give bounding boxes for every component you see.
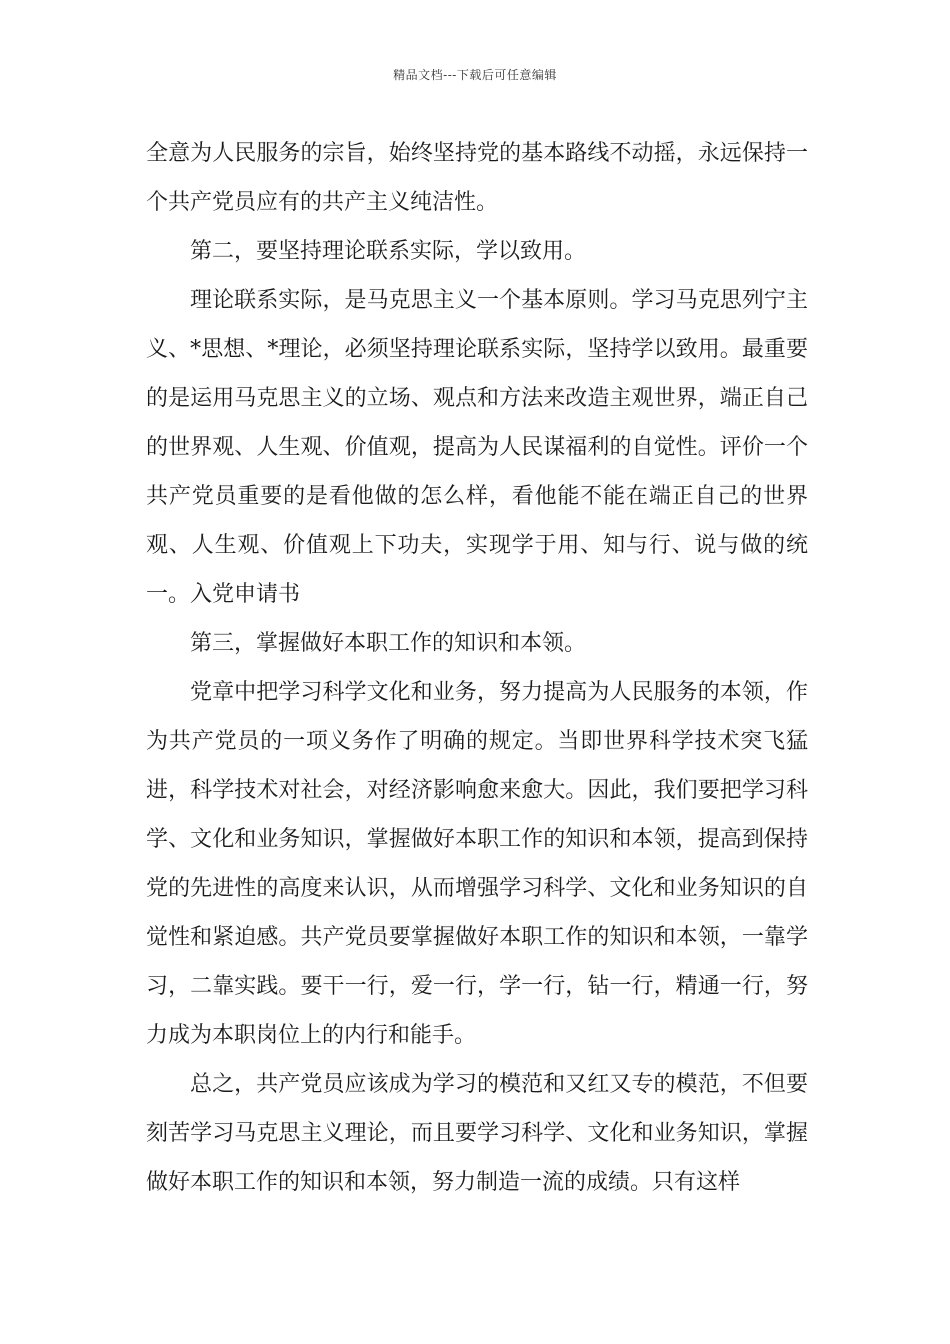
page-header: 精品文档---下载后可任意编辑 [393,68,557,82]
paragraph-2: 第二，要坚持理论联系实际，学以致用。 [190,239,587,264]
document-body [146,129,808,1207]
paragraph-6: 总之，共产党员应该成为学习的模范和又红又专的模范，不但要刻苦学习马克思主义理论，而且要学习科学、文化和业务知识，掌握做好本职工作的知识和本领，努力制造一流的成绩。只有这样 [146,1072,808,1195]
paragraph-3: 理论联系实际，是马克思主义一个基本原则。学习马克思列宁主义、*思想、*理论，必须坚持理论联系实际，坚持学以致用。最重要的是运用马克思主义的立场、观点和方法来改造主观世界，端正自己的世界观、人生观、价值观，提高为人民谋福利的自觉性。评价一个共产党员重要的是看他做的怎么样，看他能不能在端正自己的世界观、人生观、价值观上下功夫，实现学于用、知与行、说与做的统一。入党申请书 [146,288,808,607]
paragraph-5: 党章中把学习科学文化和业务，努力提高为人民服务的本领，作为共产党员的一项义务作了明确的规定。当即世界科学技术突飞猛进，科学技术对社会，对经济影响愈来愈大。因此，我们要把学习科学、文化和业务知识，掌握做好本职工作的知识和本领，提高到保持党的先进性的高度来认识，从而增强学习科学、文化和业务知识的自觉性和紧迫感。共产党员要掌握做好本职工作的知识和本领，一靠学习，二靠实践。要干一行，爱一行，学一行，钻一行，精通一行，努力成为本职岗位上的内行和能手。 [146,680,808,1048]
paragraph-1: 全意为人民服务的宗旨，始终坚持党的基本路线不动摇，永远保持一个共产党员应有的共产主义纯洁性。 [146,141,808,215]
paragraph-4: 第三，掌握做好本职工作的知识和本领。 [190,631,587,656]
